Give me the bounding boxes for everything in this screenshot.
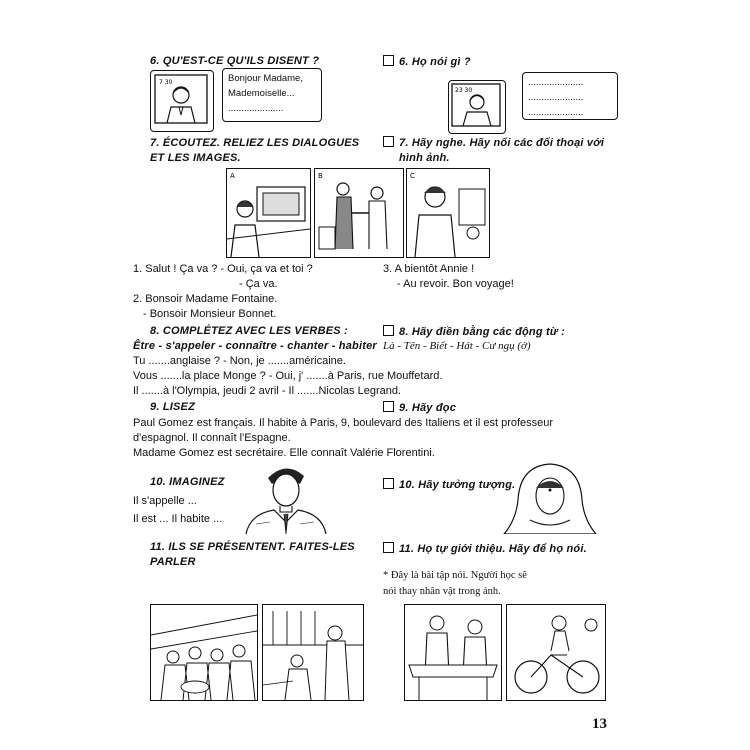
bubble-line: Mademoiselle... xyxy=(228,88,295,99)
ex7-dialogues-right xyxy=(383,262,514,292)
ex9-reading-text xyxy=(133,416,553,461)
panel-office-illustration xyxy=(404,604,502,701)
ex7-title-vi: 7. Hãy nghe. Hãy nối các đối thoại với hình ảnh. xyxy=(383,136,604,166)
tv-illustration-vi xyxy=(448,80,506,134)
bubble-line: ..................... xyxy=(228,103,284,114)
ex9-title-fr: 9. LISEZ xyxy=(150,401,195,413)
dialogue-line: 1. Salut ! Ça va ? - Oui, ça va et toi ? xyxy=(133,263,313,275)
ex10-lines xyxy=(133,492,222,528)
man-portrait-illustration xyxy=(240,462,332,534)
exercise-line: Il .......à l'Olympia, jeudi 2 avril - Il .......Nicolas Legrand. xyxy=(133,385,402,397)
dialogue-line: 3. A bientôt Annie ! xyxy=(383,263,475,275)
panel-cyclist-illustration xyxy=(506,604,606,701)
checkbox-icon xyxy=(383,401,394,412)
dialogue-line: - Bonsoir Monsieur Bonnet. xyxy=(143,308,277,320)
ex8-title-vi: 8. Hãy điền bằng các động từ : xyxy=(383,325,565,338)
ex7-dialogues-left xyxy=(133,262,313,322)
ex6-title-vi: 6. Họ nói gì ? xyxy=(383,55,471,68)
ex11-title-fr: 11. ILS SE PRÉSENTENT. FAITES-LES PARLER xyxy=(150,541,355,568)
tv-clock-vi: 23 30 xyxy=(455,87,473,94)
imagine-line: Il est ... Il habite ... xyxy=(133,513,223,525)
exercise-line: Vous .......la place Monge ? - Oui, j' .......à Paris, rue Mouffetard. xyxy=(133,370,443,382)
imagine-line: Il s'appelle ... xyxy=(133,495,197,507)
ex8-verbs-vi: Là - Tên - Biết - Hát - Cư ngụ (ở) xyxy=(383,340,531,352)
panel-c-illustration xyxy=(406,168,490,258)
ex7-title-fr: 7. ÉCOUTEZ. RELIEZ LES DIALOGUES ET LES IMAGES. xyxy=(150,137,360,164)
note-line: * Đây là bài tập nói. Người học sẽ xyxy=(383,570,527,581)
tv-illustration-fr xyxy=(150,70,214,132)
panel-a-illustration xyxy=(226,168,311,258)
ex9-title-vi: 9. Hãy đọc xyxy=(383,401,456,414)
dialogue-line: - Ça va. xyxy=(239,278,278,290)
bubble-line: Bonjour Madame, xyxy=(228,73,303,84)
ex10-title-fr: 10. IMAGINEZ xyxy=(150,476,225,488)
tv-clock-fr: 7 30 xyxy=(159,79,173,86)
note-line: nói thay nhân vật trong ảnh. xyxy=(383,586,501,597)
checkbox-icon xyxy=(383,542,394,553)
woman-portrait-illustration xyxy=(500,460,600,534)
bubble-line: ..................... xyxy=(528,107,584,118)
speech-bubble-fr xyxy=(222,68,322,122)
ex11-title-vi: 11. Họ tự giới thiệu. Hãy để họ nói. xyxy=(383,542,587,555)
bubble-line: ..................... xyxy=(528,77,584,88)
panel-label-b: B xyxy=(318,172,323,180)
ex6-title-fr: 6. QU'EST-CE QU'ILS DISENT ? xyxy=(150,55,320,67)
reading-line: Paul Gomez est français. Il habite à Paris, 9, boulevard des Italiens et il est professeur xyxy=(133,417,554,429)
ex8-title-fr: 8. COMPLÉTEZ AVEC LES VERBES : xyxy=(150,325,348,337)
exercise-line: Tu .......anglaise ? - Non, je .......américaine. xyxy=(133,355,346,367)
panel-crowd-illustration xyxy=(150,604,258,701)
ex8-exercise-lines xyxy=(133,354,442,399)
checkbox-icon xyxy=(383,325,394,336)
ex10-title-vi: 10. Hãy tưởng tượng. xyxy=(383,478,515,491)
dialogue-line: 2. Bonsoir Madame Fontaine. xyxy=(133,293,278,305)
checkbox-icon xyxy=(383,136,394,147)
dialogue-line: - Au revoir. Bon voyage! xyxy=(397,278,514,290)
page-number: 13 xyxy=(592,716,607,732)
ex8-verbs-fr: Être - s'appeler - connaître - chanter - habiter xyxy=(133,340,377,352)
checkbox-icon xyxy=(383,478,394,489)
ex11-note xyxy=(383,568,527,600)
reading-line: d'espagnol. Il connaît l'Espagne. xyxy=(133,432,291,444)
bubble-line: ..................... xyxy=(528,92,584,103)
panel-label-c: C xyxy=(410,172,415,180)
panel-b-illustration xyxy=(314,168,404,258)
panel-label-a: A xyxy=(230,172,235,180)
panel-park-illustration xyxy=(262,604,364,701)
reading-line: Madame Gomez est secrétaire. Elle connaît Valérie Florentini. xyxy=(133,447,435,459)
checkbox-icon xyxy=(383,55,394,66)
speech-bubble-vi xyxy=(522,72,618,120)
